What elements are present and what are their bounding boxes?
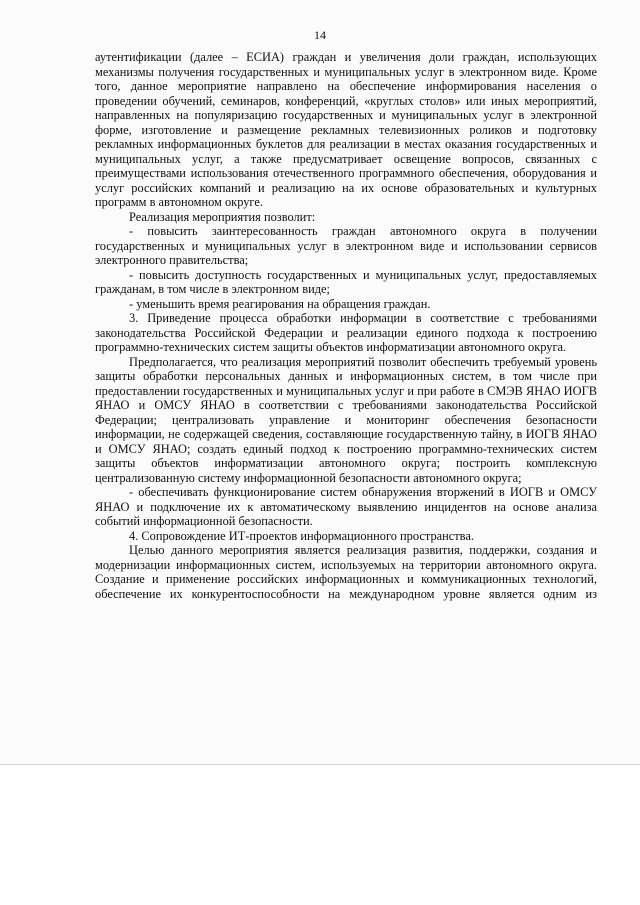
page-body (95, 50, 597, 601)
paragraph: аутентификации (далее – ЕСИА) граждан и увеличения доли граждан, использующих механизмы получения государственных и муниципальных услуг в электронном виде. Кроме того, данное мероприятие направлено на обеспечение информирования населения о проведении обучений, семинаров, конференций, «круглых столов» или иных мероприятий, направленных на популяризацию государственных и муниципальных услуг в электронной форме, изготовление и размещение рекламных телевизионных роликов и подготовку рекламных информационных буклетов для реализации в местах оказания государственных и муниципальных услуг, а также предусматривает освещение вопросов, связанных с преимуществами использования отечественного программного обеспечения, оборудования и услуг российских компаний и реализацию на их основе образовательных и культурных программ в автономном округе. (95, 50, 597, 209)
paragraph: Целью данного мероприятия является реализация развития, поддержки, создания и модернизации информационных систем, используемых на территории автономного округа. Создание и применение российских информационных и коммуникационных технологий, обеспечение их конкурентоспособности на международном уровне является одним из (95, 543, 597, 601)
paragraph: Предполагается, что реализация мероприятий позволит обеспечить требуемый уровень защиты обработки персональных данных и информационных систем, в том числе при предоставлении государственных и муниципальных услуг и при работе в СМЭВ ЯНАО ИОГВ ЯНАО и ОМСУ ЯНАО в соответствии с требованиями законодательства Российской Федерации; централизовать управление и мониторинг обеспечения безопасности информации, не содержащей сведения, составляющие государственную тайну, в ИОГВ ЯНАО и ОМСУ ЯНАО; создать единый подход к построению программно-технических систем защиты объектов информатизации автономного округа; построить комплексную централизованную систему информационной безопасности автономного округа; (95, 354, 597, 485)
list-item: - повысить доступность государственных и муниципальных услуг, предоставляемых гражданам, в том числе в электронном виде; (95, 267, 597, 296)
section-heading: 4. Сопровождение ИТ-проектов информационного пространства. (129, 528, 474, 543)
section-heading-paragraph: 3. Приведение процесса обработки информации в соответствие с требованиями законодательства Российской Федерации и реализации единого подхода к построению программно-технических систем защиты объектов информатизации автономного округа. (95, 311, 597, 354)
page-number: 14 (314, 28, 326, 42)
list-item: - повысить заинтересованность граждан автономного округа в получении государственных и муниципальных услуг в электронном виде и использовании сервисов электронного правительства; (95, 224, 597, 267)
list-item: - уменьшить время реагирования на обращения граждан. (129, 296, 431, 311)
paragraph: Реализация мероприятия позволит: (129, 209, 316, 224)
list-item: - обеспечивать функционирование систем обнаружения вторжений в ИОГВ и ОМСУ ЯНАО и подключение их к автоматическому выявлению инцидентов на основе анализа событий информационной безопасности. (95, 485, 597, 528)
